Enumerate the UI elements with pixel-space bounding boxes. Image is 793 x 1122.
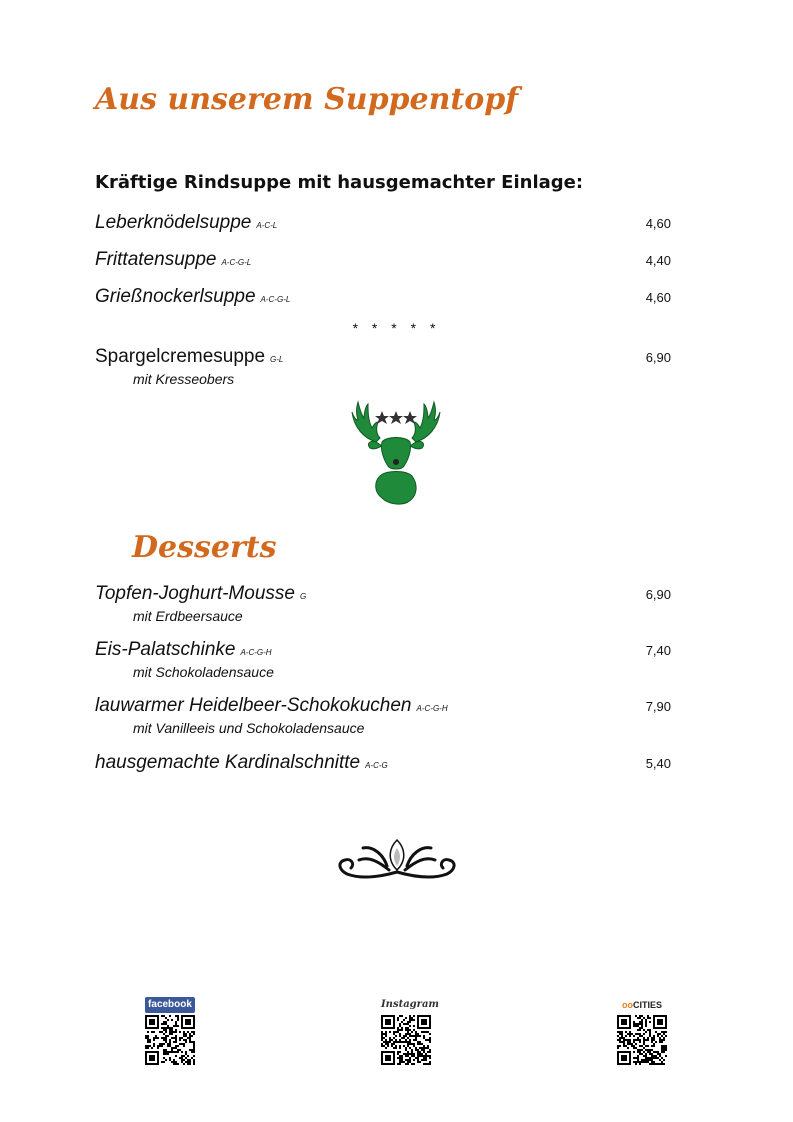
qr-code-icon	[145, 1015, 195, 1065]
flourish-ornament-icon	[333, 836, 461, 882]
item-price: 6,90	[645, 350, 671, 365]
menu-item	[95, 346, 675, 370]
menu-item	[95, 639, 675, 663]
instagram-label: Instagram	[381, 999, 439, 1010]
item-allergens: A-C-G-H	[240, 648, 272, 657]
item-price: 6,90	[645, 587, 671, 602]
item-description: mit Kresseobers	[133, 371, 235, 387]
menu-item	[95, 212, 675, 236]
cities-label-text: CITIES	[632, 1000, 662, 1010]
cities-qr[interactable]	[617, 997, 667, 1065]
item-name: hausgemachte Kardinalschnitte	[95, 752, 361, 773]
separator-stars: * * * * *	[352, 320, 441, 336]
item-price: 5,40	[645, 756, 671, 771]
item-allergens: A-C-L	[256, 221, 278, 230]
item-name: Grießnockerlsuppe	[95, 286, 256, 307]
menu-item	[95, 752, 675, 776]
item-allergens: G	[299, 592, 307, 601]
instagram-qr[interactable]	[381, 997, 439, 1065]
item-description: mit Erdbeersauce	[133, 608, 243, 624]
item-allergens: A-C-G	[365, 761, 388, 770]
item-allergens: A-C-G-H	[416, 704, 448, 713]
soup-subheading: Kräftige Rindsuppe mit hausgemachter Einlage:	[95, 172, 584, 193]
facebook-qr[interactable]	[145, 997, 195, 1065]
item-name: Eis-Palatschinke	[95, 639, 236, 660]
item-name: lauwarmer Heidelbeer-Schokokuchen	[95, 695, 412, 716]
item-allergens: G-L	[270, 355, 284, 364]
cities-label: ooCITIES	[621, 1000, 662, 1010]
item-price: 7,90	[645, 699, 671, 714]
menu-item	[95, 583, 675, 607]
menu-item	[95, 249, 675, 273]
item-price: 4,40	[645, 253, 671, 268]
item-description: mit Vanilleeis und Schokoladensauce	[133, 720, 365, 736]
item-price: 4,60	[645, 216, 671, 231]
item-name: Spargelcremesuppe	[95, 346, 266, 367]
menu-item	[95, 695, 675, 719]
item-allergens: A-C-G-L	[221, 258, 252, 267]
item-price: 7,40	[645, 643, 671, 658]
item-name: Frittatensuppe	[95, 249, 217, 270]
qr-code-icon	[381, 1015, 431, 1065]
qr-code-icon	[617, 1015, 667, 1065]
facebook-label: facebook	[145, 997, 195, 1013]
menu-item	[95, 286, 675, 310]
item-description: mit Schokoladensauce	[133, 664, 274, 680]
item-allergens: A-C-G-L	[260, 295, 291, 304]
soup-section-title: Aus unserem Suppentopf	[95, 82, 519, 117]
item-name: Leberknödelsuppe	[95, 212, 252, 233]
dessert-section-title: Desserts	[132, 530, 277, 565]
stag-logo-icon	[346, 398, 446, 506]
item-name: Topfen-Joghurt-Mousse	[95, 583, 295, 604]
item-price: 4,60	[645, 290, 671, 305]
